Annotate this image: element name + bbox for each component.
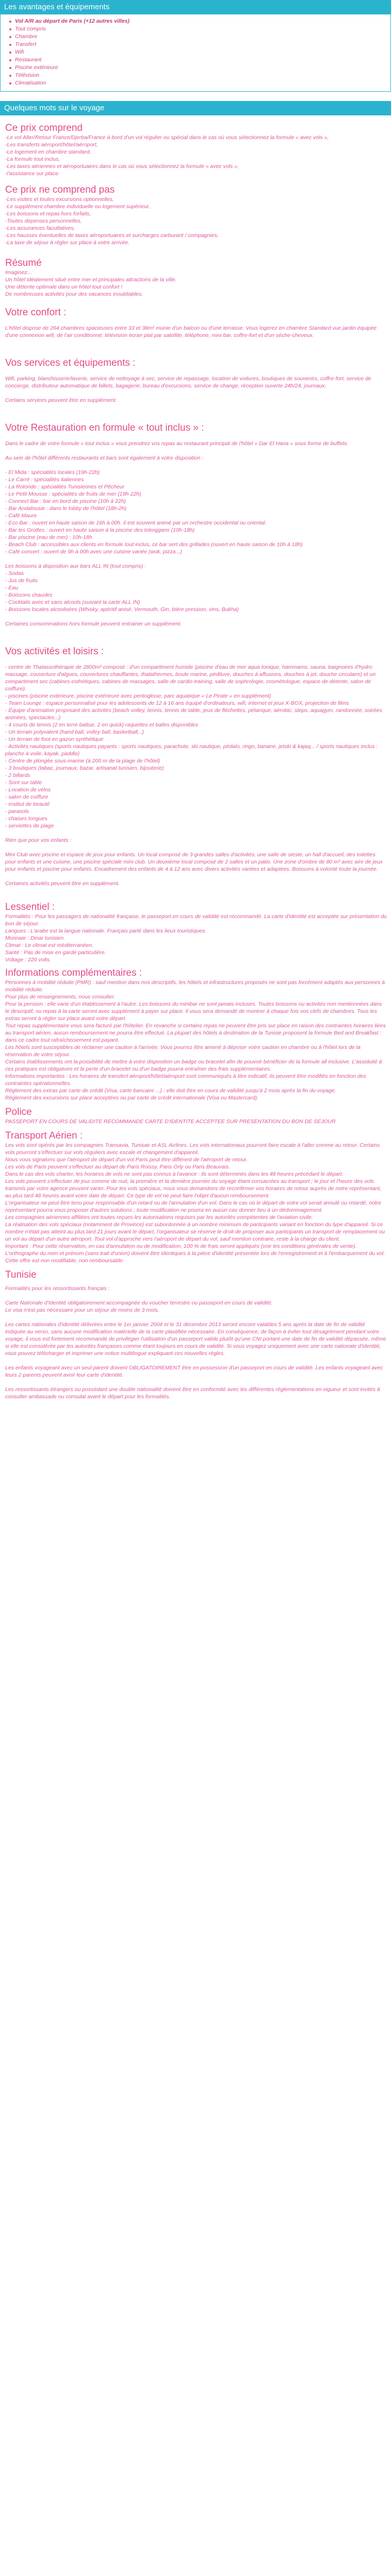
tunisia-text: Formalités pour les ressortissants français : Carte Nationale d'Identité obligatoirement accompagnée du voucher terrestre ou passeport en cours de validité. Le visa n'est pas nécessaire pour un séjour de moins de 3 mois. Les cartes nationales d'identité délivrées entre le 1er janvier 2004 et le 31 décembre 2013 seront encore valables 5 ans après la date de fin de validité indiquée au verso, sans aucune modification matérielle de la carte plastifiée nécessaire. En conséquence, de façon à éviter tout désagrément pendant votre voyage, il vous est fortement recommandé de privilégier l'utilisation d'un passeport valide plutôt qu'une CNI portant une date de fin de validité dépassée, même si elle est considérée par les autorités françaises comme étant toujours en cours de validité. Si vous voyagez uniquement avec une carte nationale d'identité, vous pouvez télécharger et imprimer une notice multilingue expliquant ces nouvelles règles. Les enfants voyageant avec un seul parent doivent OBLIGATOIREMENT être en possession d'un passeport en cours de validité. Les enfants voyageant avec leurs 2 parents peuvent avoir leur carte d'identité. Les ressortissants étrangers ou possédant une double nationalité doivent être en conformité avec les différentes réglementations en vigueur et sont invités à consulter ambassade ou consulat avant le départ pour les formalités. (5, 1285, 386, 1400)
summary-text: Imaginez... Un hôtel idéalement situé entre mer et principales attractions de la ville. Une détente optimale dans un hôtel tout confort ! De nombreuses activités pour des vacances inoubliables. (5, 269, 177, 297)
police-text: PASSEPORT EN COURS DE VALIDITE RECOMMANDE CARTE D'IDENTITE ACCEPTEE SUR PRESENTATION DU BON DE SEJOUR (5, 1118, 336, 1125)
amenity-item: Restaurant (15, 56, 390, 64)
comfort-heading: Votre confort : (5, 307, 67, 318)
includes-text: -Le vol Aller/Retour France/Djerba/France à bord d'un vol régulier ou spécial dans le cas où vous sélectionnez la formule « avec vols », -Les transferts aéroport/hôtel/aéroport, -Le logement en chambre standard, -La formule tout inclus, -Les taxes aériennes et aéroportuaires dans le cas où vous sélectionnez la formule « avec vols », -l'assistance sur place. (5, 134, 329, 177)
excludes-text: -Les visites et toutes excursions optionnelles, -Le supplément chambre individuelle ou logement supérieur, -Les boissons et repas hors forfaits, -Toutes dépenses personnelles, -Les assurances facultatives, -Les hausses éventuelles de taxes aéroportuaires et surcharges carburant / compagnies, -La taxe de séjour à régler sur place à votre arrivée. (5, 196, 219, 246)
comfort-text: L'hôtel dispose de 264 chambres spacieuses entre 33 et 38m² munie d'un balcon ou d'une terrasse. Vous logerez en chambre Standard vue jardin équipée d'une connexion wifi, de l'air conditionné, télévision écran plat par satellite, téléphone, mini bar, coffre-fort et d'un sèche-cheveux. (5, 325, 377, 338)
tunisia-heading: Tunisie (5, 1269, 37, 1280)
activities-heading: Vos activités et loisirs : (5, 646, 104, 657)
amenity-item: Vol A/R au départ de Paris (+12 autres villes) (15, 18, 390, 25)
summary-heading: Résumé (5, 258, 42, 268)
dining-text: Dans le cadre de votre formule « tout inclus » vous prendrez vos repas au restaurant principal de l'hôtel « Dar El Hana » sous forme de buffets. Au sein de l'hôtel différents restaurants et bars sont également à votre disposition : - El Mida : spécialités locales (19h-22h) - Le Carré : spécialités italiennes - La Rotonde : spécialités Tunisiennes et Pêcheur - Le Petit Mousse : spécialités de fruits de mer (19h-22h) - Connect Bar : bar en bord de piscine (10h à 22h) - Bar Andalousie : dans le lobby de l'hôtel (18h-2h) - Café Maure - Eco Bar : ouvert en haute saison de 16h à 00h. Il est souvent animé par un orchestre occidental ou oriental. - Bar les Grottes : ouvert en haute saison à la piscine des toboggans (10h-18h) - Bar piscine (eau de mer) : 10h-18h - Beach Club : accessibles aux clients en formule tout inclus, ce bar sert des grillades (ouvert en haute saison de 10h à 18h) - Café concert : ouvert de 9h à 00h avec une cuisine variée (wok, pizza...) Les boissons à disposition aux bars ALL IN (tout compris) : - Sodas - Jus de fruits - Eau - Boissons chaudes - Cocktails avec et sans alcools (suivant la carte ALL IN) - Boissons locales alcoolisées (Whisky, apéritif anisé, Vermouth, Gin, bière pression, vins, Bukha) Certaines consommations hors formule peuvent entrainer un supplément. (5, 440, 349, 627)
essential-heading: Lessentiel : (5, 902, 55, 912)
amenity-item: Chambre (15, 33, 390, 41)
amenity-item: Wifi (15, 48, 390, 56)
info-text: Personnes à mobilité réduite (PMR) : sauf mention dans nos descriptifs, les hôtels et infrastructures proposés ne sont pas forcément adaptés aux personnes à mobilité réduite. Pour plus de renseignements, nous consulter. Pour la pension : elle varie d'un établissement à l'autre. Les boissons du minibar ne sont jamais incluses. Toutes boissons ou activités non mentionnées dans le descriptif, ou repas à la carte seront avec supplément à payer sur place. Il vous sera demandé de montrer à chaque fois vos clefs de chambres. Tous les extras seront à régler sur place avant votre départ. Tout repas supplémentaire vous sera facturé par l'hôtelier. En revanche si certains repas ne peuvent être pris sur place en raison des contraintes horaires liées au transport aérien, aucun remboursement ne pourra être effectué. La plupart des hôtels à destination de la Tunisie proposent la formule Bed and Breakfast : dans ce cadre tout rafraîchissement est payant. Les hôtels sont susceptibles de réclamer une caution à l'arrivée. Vous pourrez être amené à déposer votre caution en chambre ou à l'hôtel lors de la réservation de votre séjour. Certains établissements ont la possibilité de mettre à votre disposition un badge ou bracelet afin de pouvoir bénéficier de la formule all inclusive. L'assiduité à ces pratiques est obligatoire et la perte d'un bracelet ou d'un badge pourra entraîner des frais supplémentaires. Informations importantes : Les horaires de transfert aéroport/hôtel/aéroport sont communiqués à titre indicatif, ils peuvent être modifiés en fonction des contraintes opérationnelles. Règlement des extras par carte de crédit (Visa, carte bancaire ...) : elle doit être en cours de validité jusqu'à 2 mois après la fin du voyage. Règlement des excursions sur place acceptées ou par carte de crédit internationale (Visa ou Mastercard). (5, 979, 386, 1101)
travel-banner: Quelques mots sur le voyage (0, 101, 391, 115)
amenity-item: Tout compris (15, 25, 390, 33)
amenity-item: Piscine extérieure (15, 64, 390, 72)
services-heading: Vos services et équipements : (5, 358, 136, 368)
amenities-banner: Les avantages et équipements (0, 0, 391, 14)
services-text: Wifi, parking, blanchisserie/laverie, service de nettoyage à sec, service de repassage, location de voitures, boutiques de souvenirs, coffre-fort, service de concierge, distributeur automatique de billets, bagagerie, bureau d'excursions, service de change, réception ouverte 24h/24, journaux. Certains services peuvent être en supplément. (5, 376, 371, 403)
amenities-list (1, 18, 390, 87)
amenity-item: Climatisation (15, 79, 390, 87)
essential-text: Formalités : Pour les passagers de nationalité française, le passeport en cours de validité est recommandé. La carte d'identité est acceptée sur présentation du bon de séjour. Langues : L'arabe est la langue nationale. Français parlé dans les lieux touristiques. Monnaie : Dinar tunisien. Climat : Le climat est méditerranéen. Santé : Pas de mise en garde particulière. Voltage : 220 volts. (5, 913, 387, 963)
travel-section (0, 115, 387, 1400)
excludes-heading: Ce prix ne comprend pas (5, 184, 115, 195)
info-heading: Informations complémentaires : (5, 968, 142, 978)
transport-text: Les vols sont opérés par les compagnies Transavia, Tunisair et ASL Airlines. Les vols internationaux pourront faire escale à l'aller comme au retour. Certains vols pourront s'effectuer sur vols réguliers avec escale et changement d'appareil. Nous vous signalons que l'aéroport de départ d'un vol Paris peut être différent de l'aéroport de retour. Les vols de Paris peuvent s'effectuer au départ de Paris Roissy, Paris Orly ou Paris Beauvais. Dans le cas des vols charter, les horaires de vols ne sont pas connus à l'avance : ils sont déterminés dans les 48 heures précédant le départ. Les vols peuvent s'effectuer de jour comme de nuit, la première et la dernière journée du voyage étant consacrées au transport ; le jour et l'heure des vols transmis par votre agence peuvent varier. Pour les vols spéciaux, nous vous demandons de reconfirmer vos horaires de retour auprès de notre représentant, au plus tard 48 heures avant votre date de départ. Ce type de vol ne peut faire l'objet d'aucun remboursement. L'organisateur ne peut être tenu pour responsable d'un retard ou de l'annulation d'un vol. Dans le cas où le départ de votre vol serait annulé ou retardé, notre représentant pourra vous proposer d'autres solutions ; toute modification ne pourra en aucun cas donner lieu à un dédommagement. Les compagnies aériennes affiliées ont toutes reçues les autorisations requises par les autorités compétentes de l'aviation civile. La réalisation des vols spéciaux (notamment de Province) est subordonnée à un nombre minimum de participants variant en fonction du type d'appareil. Si ce nombre n'était pas atteint au plus tard 21 jours avant le départ, l'organisateur se réserve le droit de proposer aux participants un transport de remplacement ou un vol au départ d'un autre aéroport. Tout vol d'approche vers l'aéroport de départ du vol, sauf mention contraire, reste à la charge du client. Important : Pour cette réservation, en cas d'annulation ou de modification, 100 % de frais seront appliqués (voir les conditions générales de vente). L'orthographe du nom et prénom (sans trait d'union) doivent être identiques à la pièce d'identité présentée lors de l'enregistrement et à l'embarquement du vol. Cette offre est non modifiable, non remboursable. (5, 1142, 385, 1264)
transport-heading: Transport Aérien : (5, 1130, 83, 1141)
includes-heading: Ce prix comprend (5, 123, 83, 133)
amenity-item: Télévision (15, 72, 390, 79)
amenities-panel (0, 14, 391, 92)
activities-text: - centre de Thalassothérapie de 2800m² composé : d'un compartiment humide (piscine d'eau de mer aqua tonique, hammams, sauna, baignoires d'hydro massage, couverture d'algues, couvertures chauffantes, thalathermes, boule marine, pédiluve, douches à affusions, douches à jet, douche circulaire) et un compartiment sec (cabines esthétiques, cabines de massages, salle de cardio-training, salle de sophrologie, cosmétologue, espace de détente, salon de coiffure). - piscines (piscine extérieure, piscine extérieure avec pentoglisse, parc aquatique « Le Pirate » en supplément) - Team Lounge : espace personnalisé pour les adolescents de 12 à 16 ans équipé d'ordinateurs, wifi, internet et jeux X-BOX, projection de films - Équipe d'animation proposant des activités (beach volley, tennis, tennis de table, jeux de fléchettes, pétanque, aérobic, steps, aquagym, randonnée, soirées animées, spectacles...) - 4 courts de tennis (2 en terre battue, 2 en quick) raquettes et balles disponibles - Un terrain polyvalent (hand ball, volley ball, basketball...) - Un terrain de foot en gazon synthétique - Activités nautiques (sports nautiques payants : sports nautiques, parachute, ski nautique, pédalo, ringo, banane, jetski & kajaq... / sports nautiques inclus : planche à voile, kayak, paddle) - Centre de plongée sous-marine (à 200 m de la plage de l'hôtel) - 3 boutiques (tabac, journaux, bazar, artisanat tunisien, bijouterie) - 2 billards - Sont sur table - Location de vélos - salon de coiffure - institut de beauté - parasols - chaises longues - serviettes de plage Rien que pour vos enfants : Mini Club avec piscine et espace de jeux pour enfants. Un local composé de 3 grandes salles d'activités, une salle de sieste, un hall d'accueil, des toilettes pour enfants et une cuisine, une piscine spéciale mini club. Un deuxième local composé de 2 salles et un patio. Une zone d'ombre de 80 m² avec aire de jeux pour enfants et piscine pour enfants. Encadrement des enfants de 4 à 12 ans avec divers activités variées et adaptées. Boissons à volonté toute la journée. Certaines activités peuvent être en supplément. (5, 664, 383, 887)
dining-heading: Votre Restauration en formule « tout inclus » : (5, 422, 204, 433)
amenity-item: Transfert (15, 41, 390, 48)
police-heading: Police (5, 1107, 32, 1117)
